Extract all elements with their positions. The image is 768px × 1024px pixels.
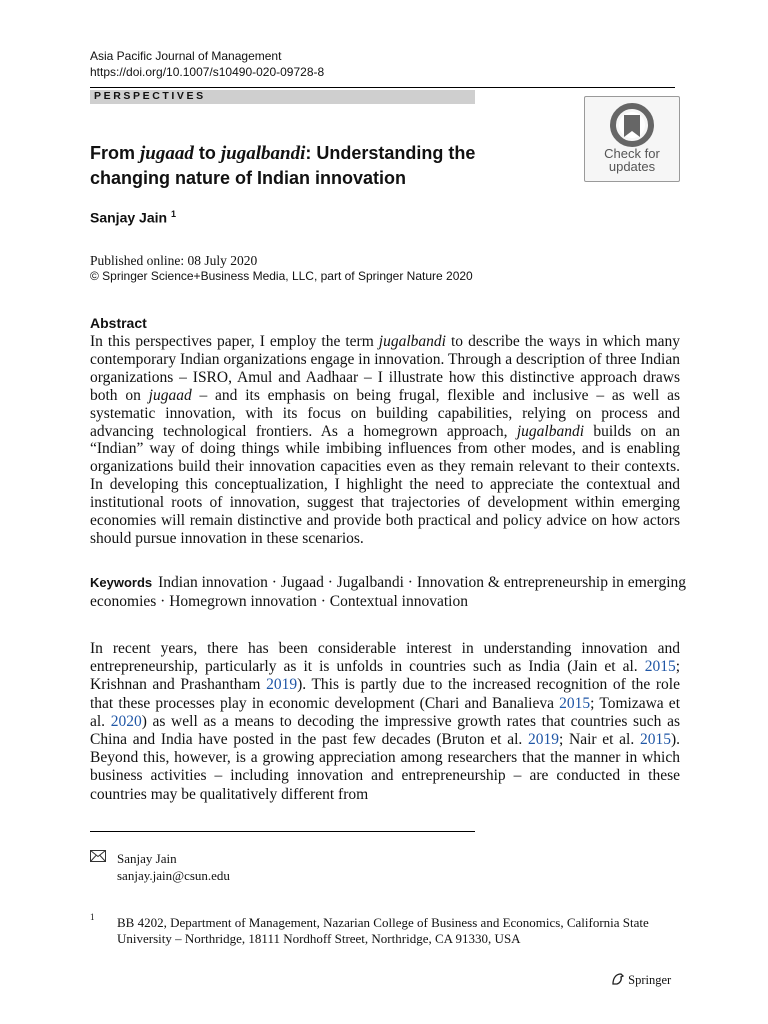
check-for-updates-badge[interactable] [584, 96, 680, 182]
section-label: PERSPECTIVES [94, 90, 206, 102]
badge-line-1: Check for [604, 146, 660, 161]
citation-link[interactable]: 2019 [266, 676, 298, 694]
title-text: to [193, 143, 221, 163]
keywords [90, 573, 690, 611]
body-text: ) as well as a means to decoding the impressive growth rates that countries such as China and India have posted in the past few decades (Bruton et al. [90, 712, 680, 749]
journal-header [90, 48, 324, 80]
body-text: In recent years, there has been considerable interest in understanding innovation and entrepreneurship, particularly as it is unfolds in countries such as India (Jain et al. [90, 640, 680, 676]
envelope-icon [90, 850, 106, 862]
email-link[interactable]: sanjay.jain@csun.edu [117, 868, 230, 883]
abstract-heading: Abstract [90, 315, 147, 331]
abstract-text: to describe the ways in which many contemporary Indian organizations engage in innovation. Through a description of three Indian organizations – ISRO, Amul and Aadhaar – I illustrate how this distinctive approach draws both on [90, 333, 681, 404]
abstract-text: In this perspectives paper, I employ the term [90, 333, 379, 350]
keywords-list: Indian innovation · Jugaad · Jugalbandi · Innovation & entrepreneurship in emerging economies · Homegrown innovation · Contextual innovation [90, 574, 687, 610]
abstract-text: – and its emphasis on being frugal, flexible and inclusive – as well as systematic innovation, with its focus on building capabilities, relying on process and advancing technological frontiers. As a homegrown approach, [90, 386, 680, 440]
body-text: ; Krishnan and Prashantham [90, 658, 680, 694]
body-text: ; Tomizawa et al. [90, 694, 680, 730]
title-italic: jugalbandi [220, 143, 306, 164]
badge-label [585, 147, 679, 173]
article-title [90, 141, 510, 190]
intro-paragraph [90, 640, 680, 804]
corresponding-author: Sanjay Jain [117, 851, 177, 866]
body-text: ). Beyond this, however, is a growing appreciation among researchers that the manner in which business activities – including innovation and entrepreneurship – are conducted in these countries may be qualitatively different from [90, 731, 680, 803]
crossmark-icon [607, 101, 657, 151]
affiliation-footnote: BB 4202, Department of Management, Nazarian College of Business and Economics, California State University – Northridge, 18111 Nordhoff Street, Northridge, CA 91330, USA [117, 915, 649, 946]
citation-link[interactable]: 2015 [639, 731, 671, 749]
badge-line-2: updates [608, 159, 656, 174]
publisher-logo [611, 972, 671, 988]
body-text: ). This is partly due to the increased recognition of the role that these processes play in economic development (Chari and Banalieva [90, 676, 680, 712]
footnote-rule [90, 831, 475, 832]
footnote-mark: 1 [90, 912, 95, 922]
citation-link[interactable]: 2020 [110, 712, 142, 730]
springer-horse-icon [611, 972, 625, 986]
keywords-label: Keywords [90, 575, 153, 590]
title-italic: jugaad [140, 143, 194, 164]
citation-link[interactable]: 2019 [527, 731, 559, 749]
abstract-term: jugalbandi [516, 422, 584, 440]
journal-name: Asia Pacific Journal of Management [90, 49, 282, 63]
citation-link[interactable]: 2015 [559, 694, 591, 712]
doi-link[interactable]: https://doi.org/10.1007/s10490-020-09728-8 [90, 65, 325, 79]
abstract-body [90, 333, 680, 548]
correspondence [117, 850, 230, 884]
abstract-text: builds on an “Indian” way of doing things while imbibing influences from other modes, and is enabling organizations build their innovation capacities even as they remain relevant to their contexts. In developing this conceptualization, I highlight the need to appreciate the contextual and institutional roots of innovation, suggest that trajectories of development within emerging economies will remain distinctive and provide both practical and policy advice on how actors should pursue innovation in these scenarios. [90, 422, 680, 547]
body-text: ; Nair et al. [558, 731, 640, 749]
abstract-term: jugaad [148, 386, 192, 404]
author-line [90, 209, 176, 226]
abstract-term: jugalbandi [378, 333, 446, 350]
title-text: : Understanding the changing nature of Indian innovation [90, 143, 476, 188]
title-text: From [90, 143, 141, 163]
author-name[interactable]: Sanjay Jain [90, 209, 168, 226]
citation-link[interactable]: 2015 [644, 658, 676, 676]
publisher-name: Springer [628, 973, 672, 987]
affiliation-mark[interactable]: 1 [170, 209, 176, 219]
copyright-line: © Springer Science+Business Media, LLC, part of Springer Nature 2020 [90, 269, 473, 283]
published-date: Published online: 08 July 2020 [90, 253, 258, 268]
header-rule [90, 87, 675, 88]
